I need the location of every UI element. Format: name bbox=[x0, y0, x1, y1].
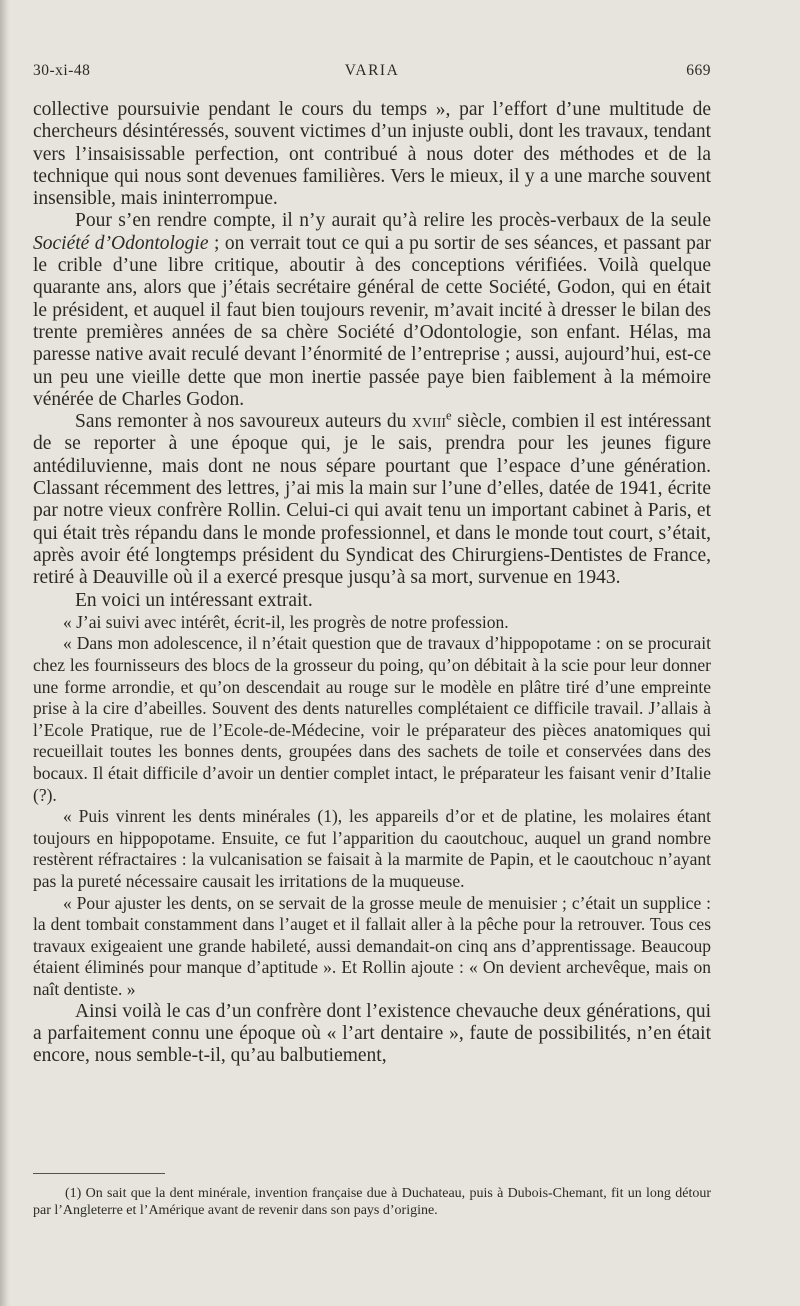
page-gutter-shadow bbox=[0, 0, 10, 1306]
paragraph-rollin-letter bbox=[33, 408, 712, 589]
body-text bbox=[33, 99, 711, 1067]
quote-paragraph: « Pour ajuster les dents, on se servait de la grosse meule de menuisier ; c’était un supplice : la dent tombait constamment dans l’auget et il fallait aller à la pêche pour la retrouver. Tous ces travaux exigeaient une grande habileté, aussi demandait-on cinq ans d’apprentissage. Beaucoup étaient éliminés pour manque d’aptitude ». Et Rollin ajoute : « On devient archevêque, mais on naît dentiste. » bbox=[33, 892, 711, 999]
quote-paragraph: « Dans mon adolescence, il n’était question que de travaux d’hippopotame : on se procurait chez les fournisseurs des blocs de la grosseur du poing, qu’on débitait à la scie pour leur donner une forme arrondie, et qu’on descendait au rouge sur le modèle en plâtre tiré d’une empreinte prise à la cire d’abeilles. Souvent des dents naturelles complétaient ce difficile travail. J’allais à l’Ecole Pratique, rue de l’Ecole-de-Médecine, voir le préparateur des pièces anatomiques qui recueillait toutes les bonnes dents, groupées dans des sachets de toile et conservées dans des bocaux. Il était difficile d’avoir un dentier complet intact, le préparateur les faisant venir d’Italie (?). bbox=[33, 633, 711, 805]
paragraph-closing: Ainsi voilà le cas d’un confrère dont l’existence chevauche deux générations, qui a parfaitement connu une époque où « l’art dentaire », faute de possibilités, n’en était encore, nous semble-t-il, qu’au balbutiement, bbox=[33, 1000, 711, 1067]
quote-paragraph: « Puis vinrent les dents minérales (1), les appareils d’or et de platine, les molaires étant toujours en hippopotame. Ensuite, ce fut l’apparition du caoutchouc, auquel un grand nombre restèrent réfractaires : la vulcanisation se faisait à la marmite de Papin, et le caoutchouc n’ayant pas la pureté nécessaire causait les irritations de la muqueuse. bbox=[33, 806, 711, 891]
footnote: (1) On sait que la dent minérale, invention française due à Duchateau, puis à Dubois-Chemant, fit un long détour par l’Angleterre et l’Amérique avant de revenir dans son pays d’origine. bbox=[33, 1186, 711, 1218]
book-page bbox=[33, 0, 711, 1306]
century-numeral: xviii bbox=[411, 411, 447, 433]
paragraph-societe-odontologie bbox=[33, 210, 711, 411]
century-superscript: e bbox=[446, 408, 452, 423]
page-number: 669 bbox=[686, 62, 711, 79]
paragraph-text: Sans remonter à nos savoureux auteurs du bbox=[75, 411, 412, 433]
quote-paragraph: « J’ai suivi avec intérêt, écrit-il, les progrès de notre profession. bbox=[63, 611, 509, 632]
paragraph-text: ; on verrait tout ce qui a pu sortir de ses séances, et passant par le crible d’une libre critique, aboutir à des conceptions vérifiées. Voilà quelque quarante ans, alors que j’étais secrétaire général de cette Société, Godon, qui en était le président, et auquel il faut bien toujours revenir, m’avait incité à dresser le bilan des trente premières années de sa chère Société d’Odontologie, son enfant. Hélas, ma paresse native avait reculé devant l’énormité de l’entreprise ; aussi, aujourd’hui, est-ce un peu une vieille dette que mon inertie passée paye bien faiblement à la mémoire vénérée de Charles Godon. bbox=[33, 232, 711, 410]
society-name-italic: Société d’Odontologie bbox=[33, 232, 209, 254]
paragraph-text: siècle, combien il est intéressant de se reporter à une époque qui, je le sais, prendra pour les jeunes figure antédiluvienne, mais dont ne nous sépare pourtant que l’espace d’une génération. Classant récemment des lettres, j’ai mis la main sur l’une d’elles, datée de 1941, écrite par notre vieux confrère Rollin. Celui-ci qui avait tenu un important cabinet à Paris, et qui était très répandu dans le monde professionnel, et dans le monde tout court, s’était, après avoir été longtemps président du Syndicat des Chirurgiens-Dentistes de France, retiré à Deauville où il a exercé presque jusqu’à sa mort, survenue en 1943. bbox=[33, 411, 712, 589]
header-date: 30-xi-48 bbox=[33, 62, 91, 79]
footnote-rule bbox=[33, 1173, 165, 1174]
paragraph-continued: collective poursuivie pendant le cours du temps », par l’effort d’une multitude de chercheurs désintéressés, souvent victimes d’un injuste oubli, dont les travaux, tendant vers l’insaisissable perfection, ont contribué à nous doter des méthodes et de la technique qui nous sont devenues familières. Vers le mieux, il y a une marche souvent insensible, mais ininterrompue. bbox=[33, 99, 711, 210]
header-section-title: VARIA bbox=[344, 62, 400, 79]
paragraph-text: Pour s’en rendre compte, il n’y aurait qu’à relire les procès-verbaux de la seule bbox=[75, 210, 711, 232]
paragraph-extract-intro: En voici un intéressant extrait. bbox=[75, 589, 313, 611]
running-head bbox=[33, 62, 711, 86]
